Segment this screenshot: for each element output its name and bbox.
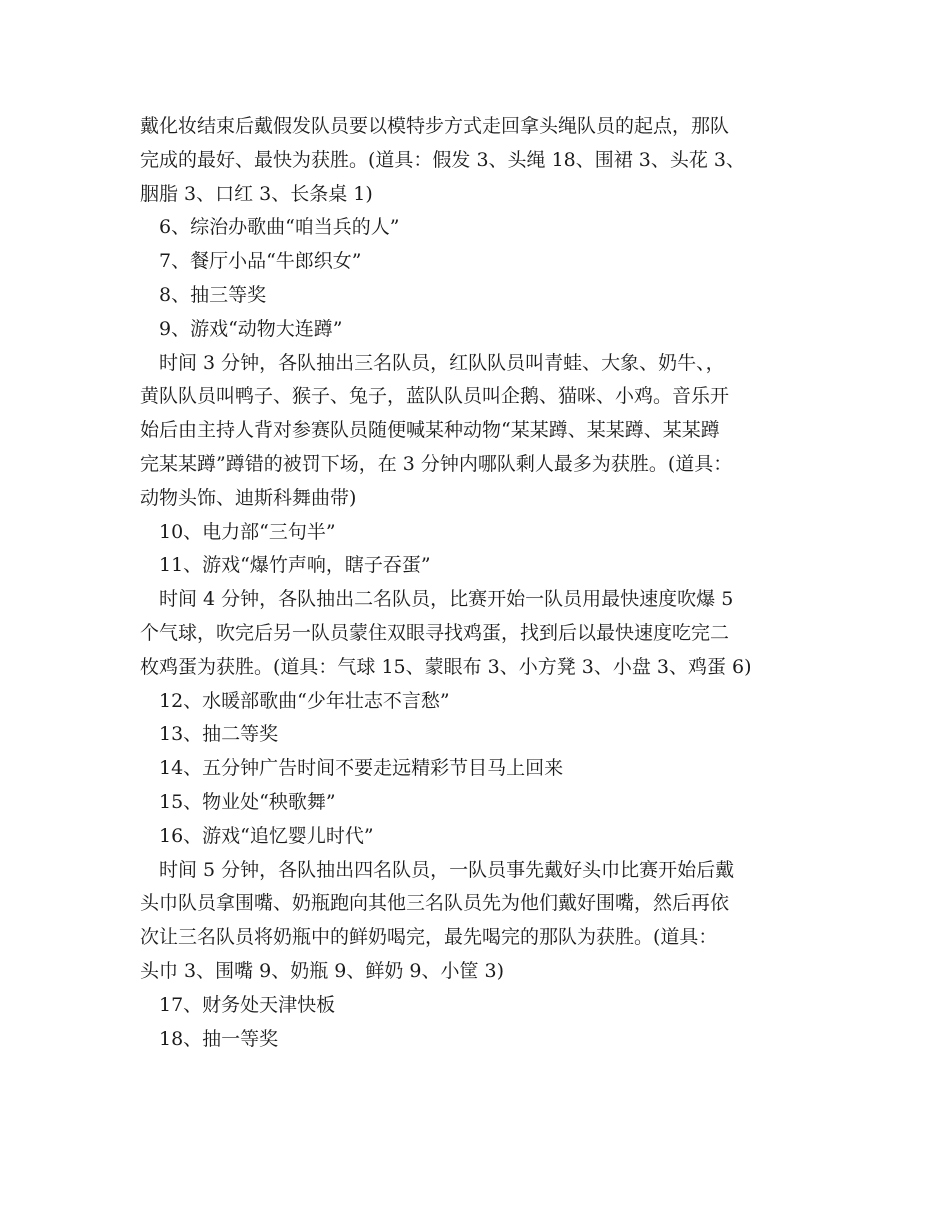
program-item-10: 10、电力部“三句半” — [159, 520, 336, 543]
game-9-rules-line-2: 黄队队员叫鸭子、猴子、兔子，蓝队队员叫企鹅、猫咪、小鸡。音乐开 — [140, 385, 730, 408]
game-9-rules-line-3: 始后由主持人背对参赛队员随便喊某种动物“某某蹲、某某蹲、某某蹲 — [140, 419, 720, 442]
game-16-rules-line-1: 时间 5 分钟，各队抽出四名队员，一队员事先戴好头巾比赛开始后戴 — [159, 858, 735, 881]
program-item-8: 8、抽三等奖 — [159, 283, 267, 306]
text-line-2: 完成的最好、最快为获胜。(道具：假发 3、头绳 18、围裙 3、头花 3、 — [140, 148, 746, 171]
game-9-rules-line-5: 动物头饰、迪斯科舞曲带) — [140, 486, 357, 509]
game-11-rules-line-3: 枚鸡蛋为获胜。(道具：气球 15、蒙眼布 3、小方凳 3、小盘 3、鸡蛋 6) — [140, 655, 752, 678]
document-body — [140, 110, 830, 1056]
program-item-7: 7、餐厅小品“牛郎织女” — [159, 250, 362, 273]
text-line-1: 戴化妆结束后戴假发队员要以模特步方式走回拿头绳队员的起点，那队 — [140, 115, 730, 137]
program-item-14: 14、五分钟广告时间不要走远精彩节目马上回来 — [159, 757, 564, 780]
program-item-11: 11、游戏“爆竹声响，瞎子吞蛋” — [159, 554, 431, 577]
game-16-rules-line-3: 次让三名队员将奶瓶中的鲜奶喝完，最先喝完的那队为获胜。(道具： — [140, 926, 718, 949]
game-9-rules-line-4: 完某某蹲”蹲错的被罚下场，在 3 分钟内哪队剩人最多为获胜。(道具： — [140, 452, 733, 475]
program-item-18: 18、抽一等奖 — [159, 1027, 279, 1050]
game-9-rules-line-1: 时间 3 分钟，各队抽出三名队员，红队队员叫青蛙、大象、奶牛、， — [159, 351, 725, 374]
program-item-12: 12、水暖部歌曲“少年壮志不言愁” — [159, 689, 450, 712]
program-item-6: 6、综治办歌曲“咱当兵的人” — [159, 216, 400, 239]
game-16-rules-line-4: 头巾 3、围嘴 9、奶瓶 9、鲜奶 9、小筐 3) — [140, 959, 505, 982]
game-11-rules-line-1: 时间 4 分钟，各队抽出二名队员，比赛开始一队员用最快速度吹爆 5 — [159, 588, 734, 611]
text-line-3: 胭脂 3、口红 3、长条桌 1) — [140, 182, 373, 205]
program-item-15: 15、物业处“秧歌舞” — [159, 790, 336, 813]
program-item-13: 13、抽二等奖 — [159, 723, 279, 746]
program-item-16: 16、游戏“追忆婴儿时代” — [159, 824, 374, 847]
game-11-rules-line-2: 个气球，吹完后另一队员蒙住双眼寻找鸡蛋，找到后以最快速度吃完二 — [140, 621, 730, 644]
program-item-9: 9、游戏“动物大连蹲” — [159, 317, 343, 340]
program-item-17: 17、财务处天津快板 — [159, 993, 336, 1016]
game-16-rules-line-2: 头巾队员拿围嘴、奶瓶跑向其他三名队员先为他们戴好围嘴，然后再依 — [140, 892, 730, 915]
